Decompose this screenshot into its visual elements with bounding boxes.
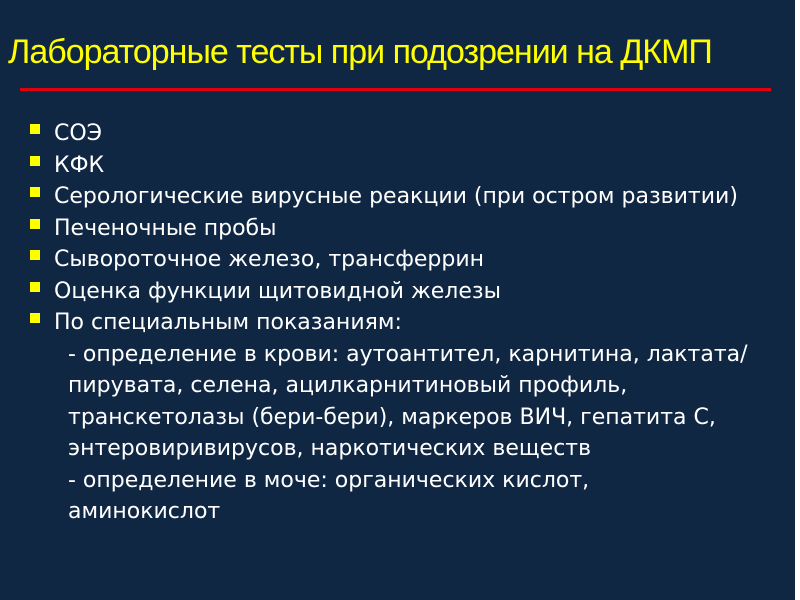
yellow-square-bullet-icon	[30, 250, 40, 260]
bullet-text: Сывороточное железо, трансферрин	[54, 247, 485, 272]
yellow-square-bullet-icon	[30, 282, 40, 292]
bullet-item-ck	[28, 150, 748, 182]
yellow-square-bullet-icon	[30, 187, 40, 197]
yellow-square-bullet-icon	[30, 313, 40, 323]
bullet-text: Серологические вирусные реакции (при остром развитии)	[54, 184, 738, 209]
bullet-text: Оценка функции щитовидной железы	[54, 278, 501, 304]
bullet-text: По специальным показаниям:	[54, 310, 402, 335]
bullet-item-liver-tests	[28, 213, 748, 245]
title-underline	[20, 88, 771, 91]
slide-title: Лабораторные тесты при подозрении на ДКМП	[8, 33, 712, 71]
bullet-item-thyroid	[28, 276, 748, 308]
bullet-text: СОЭ	[54, 121, 103, 146]
bullet-text: КФК	[54, 152, 105, 178]
sub-item-blood-tests: - определение в крови: аутоантител, карнитина, лактата/пирувата, селена, ацилкарнитиновый профиль, транскетолазы (бери-бери), маркеров ВИЧ, гепатита С, энтеровиривирусов, наркотических веществ	[68, 341, 748, 461]
bullet-list	[28, 118, 748, 528]
yellow-square-bullet-icon	[30, 219, 40, 229]
bullet-item-serology	[28, 181, 748, 213]
yellow-square-bullet-icon	[30, 124, 40, 134]
sub-item-urine-tests: - определение в моче: органических кислот, аминокислот	[68, 467, 590, 524]
bullet-item-serum-iron	[28, 244, 748, 276]
bullet-text: Печеночные пробы	[54, 215, 277, 241]
bullet-item-special-indications	[28, 307, 748, 528]
bullet-item-esr	[28, 118, 748, 150]
yellow-square-bullet-icon	[30, 156, 40, 166]
